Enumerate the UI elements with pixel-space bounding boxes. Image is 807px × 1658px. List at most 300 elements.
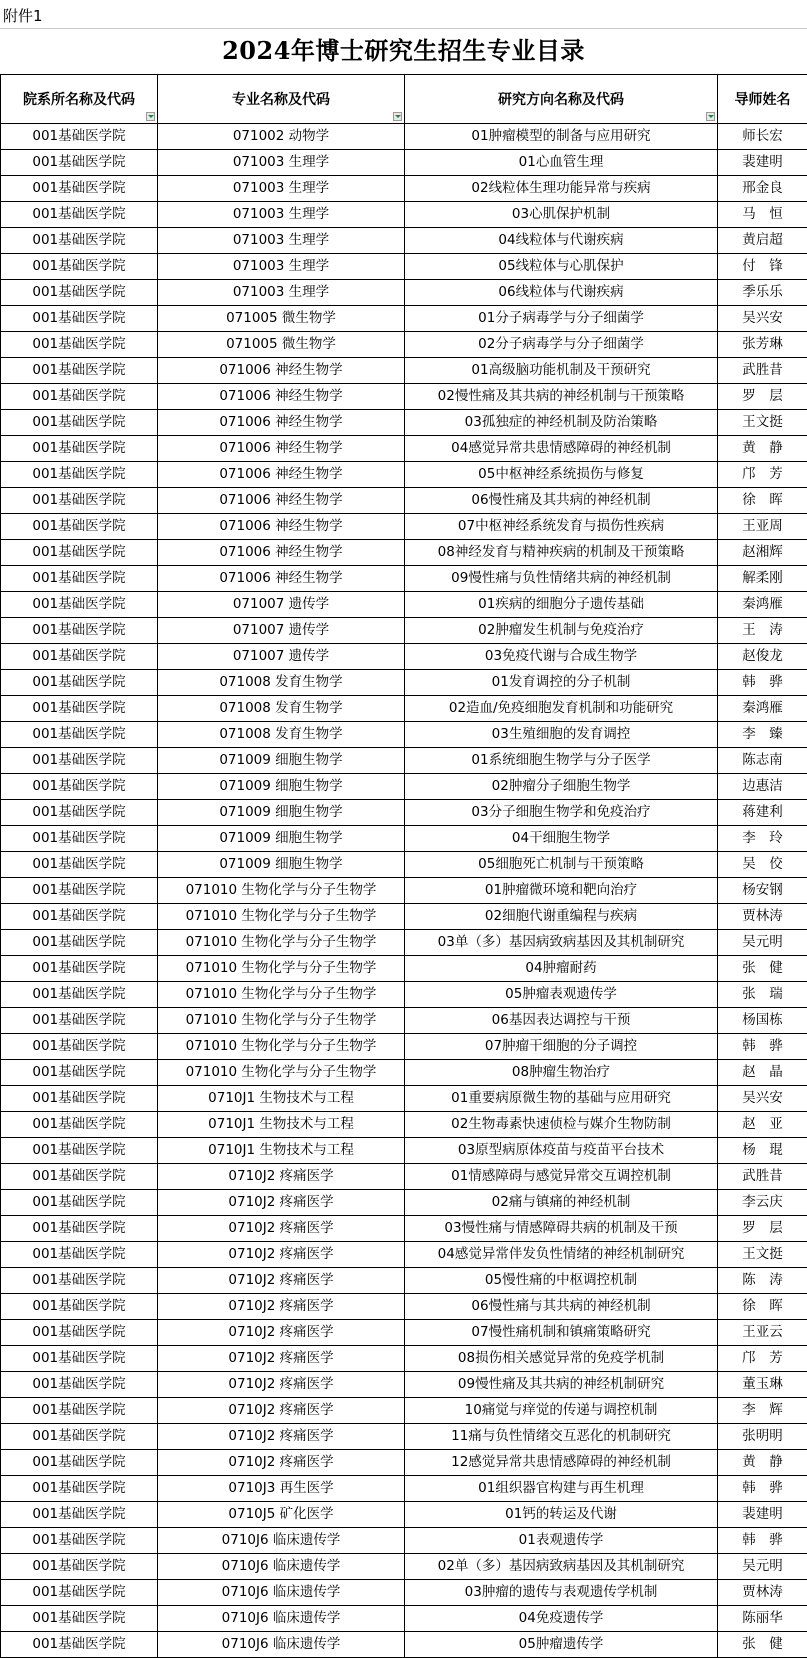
supervisor-cell: 陈丽华: [718, 1606, 807, 1632]
department-cell: 001基础医学院: [1, 1372, 158, 1398]
department-cell: 001基础医学院: [1, 1138, 158, 1164]
research-direction-cell: 02细胞代谢重编程与疾病: [405, 904, 718, 930]
table-row: [1, 1424, 807, 1450]
table-row: [1, 1632, 807, 1658]
research-direction-cell: 01重要病原微生物的基础与应用研究: [405, 1086, 718, 1112]
department-cell: 001基础医学院: [1, 1580, 158, 1606]
major-cell: 071010 生物化学与分子生物学: [158, 1060, 405, 1086]
major-cell: 0710J2 疼痛医学: [158, 1190, 405, 1216]
department-cell: 001基础医学院: [1, 670, 158, 696]
supervisor-cell: 邢金良: [718, 176, 807, 202]
table-row: [1, 1606, 807, 1632]
supervisor-cell: 吴兴安: [718, 306, 807, 332]
major-cell: 0710J2 疼痛医学: [158, 1424, 405, 1450]
research-direction-cell: 04免疫遗传学: [405, 1606, 718, 1632]
research-direction-cell: 01表观遗传学: [405, 1528, 718, 1554]
department-cell: 001基础医学院: [1, 1060, 158, 1086]
table-row: [1, 1528, 807, 1554]
supervisor-cell: 杨安钢: [718, 878, 807, 904]
department-cell: 001基础医学院: [1, 540, 158, 566]
supervisor-cell: 裴建明: [718, 150, 807, 176]
supervisor-cell: 赵 亚: [718, 1112, 807, 1138]
department-cell: 001基础医学院: [1, 1086, 158, 1112]
major-cell: 0710J2 疼痛医学: [158, 1372, 405, 1398]
department-cell: 001基础医学院: [1, 1190, 158, 1216]
table-row: [1, 1008, 807, 1034]
major-cell: 071003 生理学: [158, 176, 405, 202]
supervisor-cell: 付 锋: [718, 254, 807, 280]
major-cell: 0710J6 临床遗传学: [158, 1580, 405, 1606]
major-cell: 071003 生理学: [158, 280, 405, 306]
supervisor-cell: 蒋建利: [718, 800, 807, 826]
major-cell: 071006 神经生物学: [158, 436, 405, 462]
research-direction-cell: 10痛觉与痒觉的传递与调控机制: [405, 1398, 718, 1424]
research-direction-cell: 01心血管生理: [405, 150, 718, 176]
major-cell: 071009 细胞生物学: [158, 748, 405, 774]
research-direction-cell: 02痛与镇痛的神经机制: [405, 1190, 718, 1216]
major-cell: 0710J1 生物技术与工程: [158, 1138, 405, 1164]
major-cell: 0710J1 生物技术与工程: [158, 1112, 405, 1138]
research-direction-cell: 01情感障碍与感觉异常交互调控机制: [405, 1164, 718, 1190]
supervisor-cell: 张 健: [718, 1632, 807, 1658]
table-row: [1, 1190, 807, 1216]
department-cell: 001基础医学院: [1, 410, 158, 436]
column-header-department[interactable]: [1, 75, 158, 124]
research-direction-cell: 03慢性痛与情感障碍共病的机制及干预: [405, 1216, 718, 1242]
department-cell: 001基础医学院: [1, 774, 158, 800]
table-row: [1, 254, 807, 280]
research-direction-cell: 03免疫代谢与合成生物学: [405, 644, 718, 670]
column-header-label: 院系所名称及代码: [23, 92, 135, 108]
department-cell: 001基础医学院: [1, 1346, 158, 1372]
major-cell: 071008 发育生物学: [158, 696, 405, 722]
supervisor-cell: 王文挺: [718, 410, 807, 436]
research-direction-cell: 07慢性痛机制和镇痛策略研究: [405, 1320, 718, 1346]
major-cell: 071006 神经生物学: [158, 488, 405, 514]
table-row: [1, 1554, 807, 1580]
table-row: [1, 540, 807, 566]
research-direction-cell: 09慢性痛及其共病的神经机制研究: [405, 1372, 718, 1398]
department-cell: 001基础医学院: [1, 930, 158, 956]
table-row: [1, 280, 807, 306]
research-direction-cell: 01疾病的细胞分子遗传基础: [405, 592, 718, 618]
department-cell: 001基础医学院: [1, 514, 158, 540]
supervisor-cell: 赵俊龙: [718, 644, 807, 670]
supervisor-cell: 罗 层: [718, 1216, 807, 1242]
supervisor-cell: 韩 骅: [718, 1476, 807, 1502]
research-direction-cell: 06线粒体与代谢疾病: [405, 280, 718, 306]
department-cell: 001基础医学院: [1, 1502, 158, 1528]
table-row: [1, 1164, 807, 1190]
research-direction-cell: 08神经发育与精神疾病的机制及干预策略: [405, 540, 718, 566]
research-direction-cell: 05慢性痛的中枢调控机制: [405, 1268, 718, 1294]
table-row: [1, 696, 807, 722]
supervisor-cell: 秦鸿雁: [718, 696, 807, 722]
major-cell: 0710J6 临床遗传学: [158, 1606, 405, 1632]
research-direction-cell: 01分子病毒学与分子细菌学: [405, 306, 718, 332]
department-cell: 001基础医学院: [1, 1320, 158, 1346]
research-direction-cell: 03生殖细胞的发育调控: [405, 722, 718, 748]
supervisor-cell: 董玉琳: [718, 1372, 807, 1398]
research-direction-cell: 02生物毒素快速侦检与媒介生物防制: [405, 1112, 718, 1138]
table-row: [1, 228, 807, 254]
major-cell: 071005 微生物学: [158, 306, 405, 332]
research-direction-cell: 06基因表达调控与干预: [405, 1008, 718, 1034]
research-direction-cell: 09慢性痛与负性情绪共病的神经机制: [405, 566, 718, 592]
research-direction-cell: 03肿瘤的遗传与表观遗传学机制: [405, 1580, 718, 1606]
table-row: [1, 644, 807, 670]
major-cell: 0710J2 疼痛医学: [158, 1242, 405, 1268]
table-row: [1, 436, 807, 462]
research-direction-cell: 05细胞死亡机制与干预策略: [405, 852, 718, 878]
research-direction-cell: 11痛与负性情绪交互恶化的机制研究: [405, 1424, 718, 1450]
major-cell: 071003 生理学: [158, 202, 405, 228]
table-row: [1, 1086, 807, 1112]
table-row: [1, 176, 807, 202]
department-cell: 001基础医学院: [1, 1554, 158, 1580]
major-cell: 071006 神经生物学: [158, 358, 405, 384]
major-cell: 071010 生物化学与分子生物学: [158, 1034, 405, 1060]
supervisor-cell: 黄启超: [718, 228, 807, 254]
table-row: [1, 1216, 807, 1242]
department-cell: 001基础医学院: [1, 852, 158, 878]
supervisor-cell: 张 健: [718, 956, 807, 982]
major-cell: 071010 生物化学与分子生物学: [158, 904, 405, 930]
major-cell: 071002 动物学: [158, 124, 405, 150]
table-row: [1, 774, 807, 800]
department-cell: 001基础医学院: [1, 1606, 158, 1632]
supervisor-cell: 吴 佼: [718, 852, 807, 878]
table-row: [1, 1294, 807, 1320]
column-header-research-direction[interactable]: [405, 75, 718, 124]
department-cell: 001基础医学院: [1, 826, 158, 852]
table-row: [1, 748, 807, 774]
supervisor-cell: 秦鸿雁: [718, 592, 807, 618]
research-direction-cell: 05线粒体与心肌保护: [405, 254, 718, 280]
supervisor-cell: 张芳琳: [718, 332, 807, 358]
major-cell: 071010 生物化学与分子生物学: [158, 1008, 405, 1034]
supervisor-cell: 武胜昔: [718, 358, 807, 384]
major-cell: 0710J2 疼痛医学: [158, 1346, 405, 1372]
department-cell: 001基础医学院: [1, 1450, 158, 1476]
department-cell: 001基础医学院: [1, 462, 158, 488]
major-cell: 071006 神经生物学: [158, 514, 405, 540]
filter-dropdown-icon[interactable]: [393, 112, 402, 121]
column-header-label: 研究方向名称及代码: [498, 92, 624, 108]
table-row: [1, 1346, 807, 1372]
major-cell: 0710J2 疼痛医学: [158, 1450, 405, 1476]
research-direction-cell: 06慢性痛与其共病的神经机制: [405, 1294, 718, 1320]
research-direction-cell: 05中枢神经系统损伤与修复: [405, 462, 718, 488]
major-cell: 0710J2 疼痛医学: [158, 1164, 405, 1190]
table-row: [1, 124, 807, 150]
table-row: [1, 1450, 807, 1476]
research-direction-cell: 03孤独症的神经机制及防治策略: [405, 410, 718, 436]
research-direction-cell: 04肿瘤耐药: [405, 956, 718, 982]
department-cell: 001基础医学院: [1, 1008, 158, 1034]
table-row: [1, 332, 807, 358]
research-direction-cell: 05肿瘤表观遗传学: [405, 982, 718, 1008]
supervisor-cell: 杨 琨: [718, 1138, 807, 1164]
major-cell: 071009 细胞生物学: [158, 852, 405, 878]
department-cell: 001基础医学院: [1, 384, 158, 410]
major-cell: 071003 生理学: [158, 254, 405, 280]
major-cell: 0710J1 生物技术与工程: [158, 1086, 405, 1112]
department-cell: 001基础医学院: [1, 280, 158, 306]
major-cell: 0710J2 疼痛医学: [158, 1398, 405, 1424]
column-header-label: 导师姓名: [735, 92, 791, 108]
supervisor-cell: 吴元明: [718, 1554, 807, 1580]
supervisor-cell: 李 辉: [718, 1398, 807, 1424]
department-cell: 001基础医学院: [1, 1528, 158, 1554]
table-row: [1, 800, 807, 826]
table-row: [1, 982, 807, 1008]
major-cell: 0710J6 临床遗传学: [158, 1528, 405, 1554]
major-cell: 071009 细胞生物学: [158, 826, 405, 852]
table-row: [1, 904, 807, 930]
major-cell: 071009 细胞生物学: [158, 774, 405, 800]
department-cell: 001基础医学院: [1, 202, 158, 228]
major-cell: 071007 遗传学: [158, 644, 405, 670]
supervisor-cell: 武胜昔: [718, 1164, 807, 1190]
supervisor-cell: 王亚周: [718, 514, 807, 540]
supervisor-cell: 张明明: [718, 1424, 807, 1450]
research-direction-cell: 01钙的转运及代谢: [405, 1502, 718, 1528]
table-row: [1, 1138, 807, 1164]
major-cell: 0710J3 再生医学: [158, 1476, 405, 1502]
major-cell: 071009 细胞生物学: [158, 800, 405, 826]
table-row: [1, 930, 807, 956]
research-direction-cell: 03单（多）基因病致病基因及其机制研究: [405, 930, 718, 956]
major-cell: 071007 遗传学: [158, 618, 405, 644]
supervisor-cell: 李 玲: [718, 826, 807, 852]
department-cell: 001基础医学院: [1, 254, 158, 280]
table-row: [1, 1112, 807, 1138]
major-cell: 0710J2 疼痛医学: [158, 1320, 405, 1346]
major-cell: 071003 生理学: [158, 228, 405, 254]
table-row: [1, 1060, 807, 1086]
major-cell: 071006 神经生物学: [158, 384, 405, 410]
major-cell: 071010 生物化学与分子生物学: [158, 956, 405, 982]
header-row: [1, 75, 807, 124]
department-cell: 001基础医学院: [1, 488, 158, 514]
table-row: [1, 852, 807, 878]
supervisor-cell: 王亚云: [718, 1320, 807, 1346]
table-row: [1, 1242, 807, 1268]
major-cell: 071006 神经生物学: [158, 566, 405, 592]
major-cell: 0710J2 疼痛医学: [158, 1294, 405, 1320]
department-cell: 001基础医学院: [1, 176, 158, 202]
research-direction-cell: 03原型病原体疫苗与疫苗平台技术: [405, 1138, 718, 1164]
table-row: [1, 384, 807, 410]
table-row: [1, 956, 807, 982]
major-cell: 071006 神经生物学: [158, 540, 405, 566]
table-row: [1, 566, 807, 592]
supervisor-cell: 徐 晖: [718, 488, 807, 514]
research-direction-cell: 01组织器官构建与再生机理: [405, 1476, 718, 1502]
department-cell: 001基础医学院: [1, 1216, 158, 1242]
research-direction-cell: 07肿瘤干细胞的分子调控: [405, 1034, 718, 1060]
table-row: [1, 722, 807, 748]
major-cell: 071008 发育生物学: [158, 722, 405, 748]
table-row: [1, 202, 807, 228]
column-header-major[interactable]: [158, 75, 405, 124]
department-cell: 001基础医学院: [1, 878, 158, 904]
table-row: [1, 1580, 807, 1606]
supervisor-cell: 杨国栋: [718, 1008, 807, 1034]
table-row: [1, 1476, 807, 1502]
supervisor-cell: 韩 骅: [718, 1528, 807, 1554]
research-direction-cell: 01肿瘤微环境和靶向治疗: [405, 878, 718, 904]
department-cell: 001基础医学院: [1, 1268, 158, 1294]
major-cell: 0710J2 疼痛医学: [158, 1268, 405, 1294]
research-direction-cell: 07中枢神经系统发育与损伤性疾病: [405, 514, 718, 540]
department-cell: 001基础医学院: [1, 618, 158, 644]
supervisor-cell: 邝 芳: [718, 462, 807, 488]
supervisor-cell: 赵 晶: [718, 1060, 807, 1086]
supervisor-cell: 王文挺: [718, 1242, 807, 1268]
supervisor-cell: 贾林涛: [718, 1580, 807, 1606]
research-direction-cell: 04感觉异常共患情感障碍的神经机制: [405, 436, 718, 462]
research-direction-cell: 04感觉异常伴发负性情绪的神经机制研究: [405, 1242, 718, 1268]
department-cell: 001基础医学院: [1, 722, 158, 748]
table-row: [1, 826, 807, 852]
department-cell: 001基础医学院: [1, 1164, 158, 1190]
table-row: [1, 1034, 807, 1060]
department-cell: 001基础医学院: [1, 800, 158, 826]
table-row: [1, 514, 807, 540]
research-direction-cell: 08肿瘤生物治疗: [405, 1060, 718, 1086]
table-row: [1, 670, 807, 696]
table-row: [1, 462, 807, 488]
research-direction-cell: 04干细胞生物学: [405, 826, 718, 852]
supervisor-cell: 张 瑞: [718, 982, 807, 1008]
department-cell: 001基础医学院: [1, 1398, 158, 1424]
department-cell: 001基础医学院: [1, 1476, 158, 1502]
research-direction-cell: 02线粒体生理功能异常与疾病: [405, 176, 718, 202]
department-cell: 001基础医学院: [1, 956, 158, 982]
research-direction-cell: 01高级脑功能机制及干预研究: [405, 358, 718, 384]
department-cell: 001基础医学院: [1, 1112, 158, 1138]
table-row: [1, 1268, 807, 1294]
research-direction-cell: 08损伤相关感觉异常的免疫学机制: [405, 1346, 718, 1372]
research-direction-cell: 01肿瘤模型的制备与应用研究: [405, 124, 718, 150]
research-direction-cell: 05肿瘤遗传学: [405, 1632, 718, 1658]
supervisor-cell: 吴元明: [718, 930, 807, 956]
department-cell: 001基础医学院: [1, 228, 158, 254]
research-direction-cell: 03分子细胞生物学和免疫治疗: [405, 800, 718, 826]
annex-label: 附件1: [3, 4, 43, 28]
filter-dropdown-icon[interactable]: [706, 112, 715, 121]
column-header-label: 专业名称及代码: [232, 92, 330, 108]
supervisor-cell: 陈志南: [718, 748, 807, 774]
supervisor-cell: 韩 骅: [718, 670, 807, 696]
table-row: [1, 592, 807, 618]
major-cell: 071010 生物化学与分子生物学: [158, 930, 405, 956]
research-direction-cell: 03心肌保护机制: [405, 202, 718, 228]
major-cell: 0710J2 疼痛医学: [158, 1216, 405, 1242]
department-cell: 001基础医学院: [1, 358, 158, 384]
department-cell: 001基础医学院: [1, 696, 158, 722]
supervisor-cell: 韩 骅: [718, 1034, 807, 1060]
catalog-table: [0, 74, 807, 1658]
major-cell: 071003 生理学: [158, 150, 405, 176]
table-row: [1, 410, 807, 436]
department-cell: 001基础医学院: [1, 1424, 158, 1450]
column-header-supervisor[interactable]: [718, 75, 807, 124]
table-row: [1, 618, 807, 644]
major-cell: 071005 微生物学: [158, 332, 405, 358]
page-title: 2024年博士研究生招生专业目录: [0, 28, 807, 74]
major-cell: 071010 生物化学与分子生物学: [158, 982, 405, 1008]
table-row: [1, 1372, 807, 1398]
department-cell: 001基础医学院: [1, 1034, 158, 1060]
supervisor-cell: 李云庆: [718, 1190, 807, 1216]
research-direction-cell: 02单（多）基因病致病基因及其机制研究: [405, 1554, 718, 1580]
department-cell: 001基础医学院: [1, 150, 158, 176]
research-direction-cell: 02造血/免疫细胞发育机制和功能研究: [405, 696, 718, 722]
major-cell: 071007 遗传学: [158, 592, 405, 618]
department-cell: 001基础医学院: [1, 1294, 158, 1320]
table-row: [1, 306, 807, 332]
table-body: [1, 124, 807, 1658]
department-cell: 001基础医学院: [1, 644, 158, 670]
department-cell: 001基础医学院: [1, 124, 158, 150]
research-direction-cell: 02肿瘤分子细胞生物学: [405, 774, 718, 800]
major-cell: 0710J6 临床遗传学: [158, 1554, 405, 1580]
major-cell: 0710J5 矿化医学: [158, 1502, 405, 1528]
table-row: [1, 1320, 807, 1346]
research-direction-cell: 02分子病毒学与分子细菌学: [405, 332, 718, 358]
department-cell: 001基础医学院: [1, 436, 158, 462]
research-direction-cell: 01系统细胞生物学与分子医学: [405, 748, 718, 774]
department-cell: 001基础医学院: [1, 1632, 158, 1658]
table-row: [1, 358, 807, 384]
department-cell: 001基础医学院: [1, 1242, 158, 1268]
supervisor-cell: 裴建明: [718, 1502, 807, 1528]
table-row: [1, 488, 807, 514]
table-row: [1, 1502, 807, 1528]
department-cell: 001基础医学院: [1, 332, 158, 358]
supervisor-cell: 黄 静: [718, 436, 807, 462]
department-cell: 001基础医学院: [1, 982, 158, 1008]
filter-dropdown-icon[interactable]: [146, 112, 155, 121]
supervisor-cell: 王 涛: [718, 618, 807, 644]
supervisor-cell: 吴兴安: [718, 1086, 807, 1112]
research-direction-cell: 06慢性痛及其共病的神经机制: [405, 488, 718, 514]
supervisor-cell: 贾林涛: [718, 904, 807, 930]
major-cell: 071006 神经生物学: [158, 462, 405, 488]
table-row: [1, 878, 807, 904]
supervisor-cell: 赵湘辉: [718, 540, 807, 566]
supervisor-cell: 邝 芳: [718, 1346, 807, 1372]
supervisor-cell: 黄 静: [718, 1450, 807, 1476]
department-cell: 001基础医学院: [1, 748, 158, 774]
supervisor-cell: 徐 晖: [718, 1294, 807, 1320]
major-cell: 071008 发育生物学: [158, 670, 405, 696]
department-cell: 001基础医学院: [1, 592, 158, 618]
supervisor-cell: 李 臻: [718, 722, 807, 748]
major-cell: 0710J6 临床遗传学: [158, 1632, 405, 1658]
major-cell: 071006 神经生物学: [158, 410, 405, 436]
supervisor-cell: 陈 涛: [718, 1268, 807, 1294]
research-direction-cell: 12感觉异常共患情感障碍的神经机制: [405, 1450, 718, 1476]
supervisor-cell: 马 恒: [718, 202, 807, 228]
research-direction-cell: 02肿瘤发生机制与免疫治疗: [405, 618, 718, 644]
supervisor-cell: 罗 层: [718, 384, 807, 410]
department-cell: 001基础医学院: [1, 566, 158, 592]
supervisor-cell: 师长宏: [718, 124, 807, 150]
